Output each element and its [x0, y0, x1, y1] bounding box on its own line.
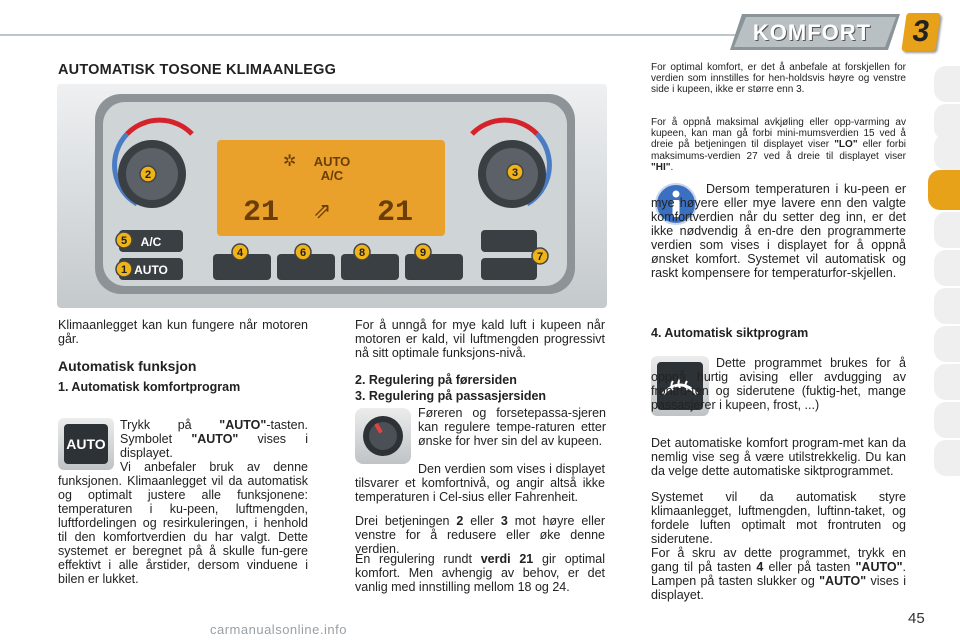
- watermark: carmanualsonline.info: [210, 622, 347, 637]
- item-4-paragraph-2: Det automatiske komfort program-met kan da nemlig vise seg å være utilstrekkelig. Du kan da velge dette automatiske siktprogrammet.: [651, 436, 906, 478]
- automatic-function-heading: Automatisk funksjon: [58, 358, 197, 374]
- display-airflow-icon: ⇗: [313, 199, 332, 224]
- svg-text:8: 8: [358, 247, 366, 259]
- side-tab-6[interactable]: [934, 250, 960, 286]
- svg-text:5: 5: [120, 235, 128, 247]
- side-tab-5[interactable]: [934, 212, 960, 248]
- side-tab-3[interactable]: [934, 134, 960, 170]
- col2-paragraph-4: Drei betjeningen 2 eller 3 mot høyre eller venstre for å redusere eller øke denne verdien.: [355, 514, 605, 556]
- side-tab-10[interactable]: [934, 402, 960, 438]
- svg-text:2: 2: [144, 169, 152, 181]
- climate-panel-illustration: [57, 84, 607, 308]
- item-4-paragraph-4: For å skru av dette programmet, trykk en gang til på tasten 4 eller på tasten "AUTO". Lampen på tasten slukker og "AUTO" vises i displayet.: [651, 546, 907, 602]
- header-title: KOMFORT: [752, 20, 872, 45]
- svg-text:4: 4: [236, 247, 244, 259]
- col3-paragraph-2: For å oppnå maksimal avkjøling eller opp-varming av kupeen, kan man gå forbi mini-mumsverdien 15 ved å dreie på betjeningen til displayet viser "LO" eller forbi maksimums-verdien 27 ved å dreie til displayet viser "HI".: [651, 117, 907, 173]
- col3-paragraph-1: For optimal komfort, er det å anbefale at forskjellen for verdien som innstilles for hen-holdsvis høyre og venstre side i kupeen, ikke er større enn 3.: [651, 62, 906, 96]
- item-1-paragraph-1: Trykk på "AUTO"-tasten. Symbolet "AUTO" vises i displayet.: [120, 418, 308, 460]
- svg-text:9: 9: [419, 247, 427, 259]
- side-tab-11[interactable]: [934, 440, 960, 476]
- side-tab-active[interactable]: [928, 170, 960, 210]
- recirculation-button: [341, 254, 399, 280]
- item-2-heading: 2. Regulering på førersiden: [355, 373, 517, 387]
- col2-paragraph-3: Den verdien som vises i displayet tilsvarer et komfortnivå, og angir altså ikke temperaturen i Cel-sius eller Fahrenheit.: [355, 462, 605, 504]
- display-auto-indicator: AUTO: [313, 154, 351, 169]
- item-4-paragraph-1: Dette programmet brukes for å oppnå hurtig avising eller avdugging av frontru-ten og siderutene (fuktig-het, mange passasjerer i kupeen, frost, ...): [651, 356, 906, 412]
- svg-text:1: 1: [120, 264, 128, 276]
- side-tab-7[interactable]: [934, 288, 960, 324]
- display-right-temp: 21: [377, 196, 414, 230]
- svg-text:A/C: A/C: [140, 235, 162, 249]
- intro-text: Klimaanlegget kan kun fungere når motoren går.: [58, 318, 308, 346]
- display-fan-icon: ✲: [283, 151, 297, 170]
- rear-demist-button: [405, 254, 463, 280]
- chapter-number-badge: 3: [901, 13, 940, 51]
- item-1-heading: 1. Automatisk komfortprogram: [58, 380, 241, 394]
- col2-paragraph-1: For å unngå for mye kald luft i kupeen når motoren er kald, vil luftmengden progressivt nå sitt optimale funksjons-nivå.: [355, 318, 605, 360]
- item-3-heading: 3. Regulering på passasjersiden: [355, 389, 547, 403]
- svg-text:3: 3: [511, 167, 519, 179]
- display-left-temp: 21: [243, 196, 280, 230]
- svg-text:6: 6: [299, 247, 307, 259]
- svg-text:7: 7: [536, 251, 544, 263]
- info-paragraph: Dersom temperaturen i ku-peen er mye høyere eller mye lavere enn den valgte komfortverdien når du setter deg inn, er det ikke nødvendig å en-dre den programmerte verdien som vises i displayet for å oppnå ønsket komfort. Systemet vil automatisk og raskt kompensere for temperaturfor-skjellen.: [651, 182, 906, 280]
- side-tab-1[interactable]: [934, 66, 960, 102]
- side-tab-8[interactable]: [934, 326, 960, 362]
- page-number: 45: [908, 610, 925, 627]
- auto-button-icon: AUTO: [58, 418, 114, 470]
- fan-down-button: [481, 258, 537, 280]
- fan-up-button: [481, 230, 537, 252]
- temperature-knob-icon: [355, 408, 411, 464]
- col2-paragraph-5: En regulering rundt verdi 21 gir optimal komfort. Men avhengig av behov, er det vanlig med innstilling mellom 18 og 24.: [355, 552, 605, 594]
- svg-text:AUTO: AUTO: [134, 263, 168, 277]
- item-4-heading: 4. Automatisk siktprogram: [651, 326, 809, 340]
- item-4-paragraph-3: Systemet vil da automatisk styre klimaanlegget, luftmengden, luftinn-taket, og fordele luften optimalt mot frontruten og siderutene.: [651, 490, 906, 546]
- side-tab-9[interactable]: [934, 364, 960, 400]
- item-1-paragraph-2: Vi anbefaler bruk av denne funksjonen. Klimaanlegget vil da automatisk og optimalt justere alle funksjonene: temperaturen i ku-peen, luftmengden, luftfordelingen og resirkuleringen, i henhold til den komfortverdien du har valgt. Dette systemet er beregnet på å skulle fun-gere effektivt i alle årstider, dersom vinduene i bilen er lukket.: [58, 460, 308, 586]
- col2-paragraph-2: Føreren og forsetepassa-sjeren kan regulere tempe-raturen etter ønske for hver sin del av kupeen.: [418, 406, 606, 448]
- display-ac-indicator: A/C: [320, 168, 344, 183]
- section-title: AUTOMATISK TOSONE KLIMAANLEGG: [58, 62, 337, 78]
